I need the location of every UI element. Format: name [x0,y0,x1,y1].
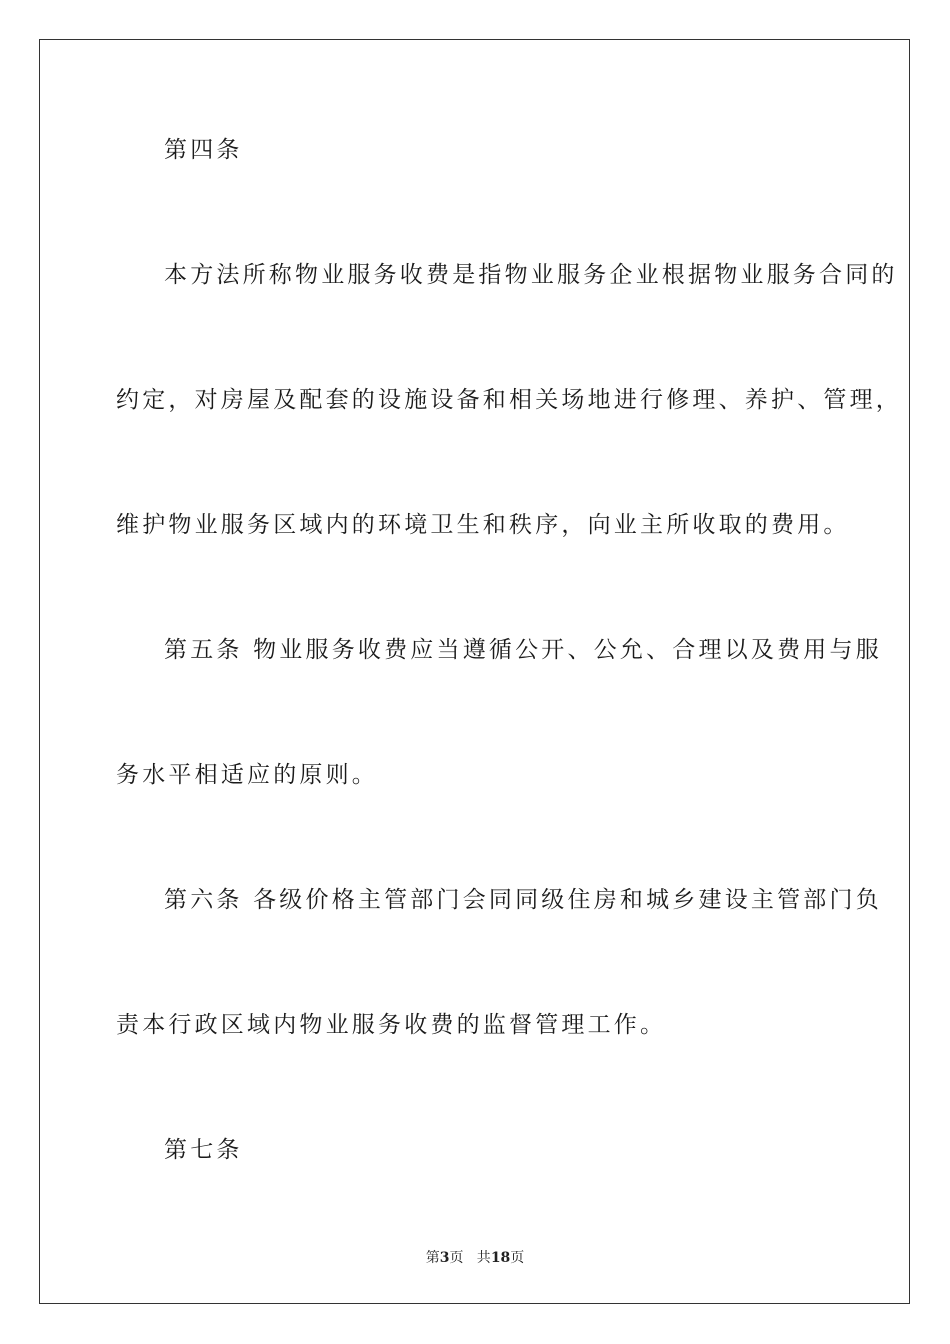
article-6-line-1: 第六条 各级价格主管部门会同同级住房和城乡建设主管部门负 [164,887,882,913]
article-7-heading: 第七条 [164,1137,243,1163]
article-4-line-2: 约定，对房屋及配套的设施设备和相关场地进行修理、养护、管理， [116,387,902,413]
page-number-footer [0,1249,950,1267]
article-5-line-1: 第五条 物业服务收费应当遵循公开、公允、合理以及费用与服 [164,637,882,663]
article-4-line-3: 维护物业服务区域内的环境卫生和秩序，向业主所收取的费用。 [116,512,850,538]
article-4-line-1: 本方法所称物业服务收费是指物业服务企业根据物业服务合同的 [164,262,898,288]
footer-prefix: 第 [425,1250,440,1266]
article-5-line-2: 务水平相适应的原则。 [116,762,378,788]
total-pages-number: 18 [490,1250,511,1266]
footer-middle: 页 共 [449,1250,491,1266]
article-6-line-2: 责本行政区域内物业服务收费的监督管理工作。 [116,1012,667,1038]
footer-suffix: 页 [510,1250,525,1266]
page-border [39,39,910,1304]
article-4-heading: 第四条 [164,137,243,163]
current-page-number: 3 [439,1250,450,1266]
